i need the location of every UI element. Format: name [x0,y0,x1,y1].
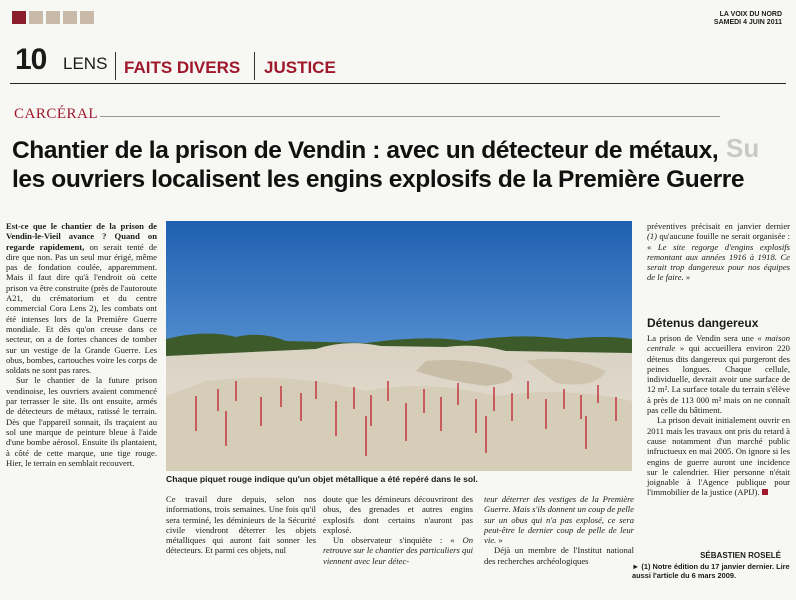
footnote [632,562,792,580]
section-justice: JUSTICE [264,58,336,77]
header-square-1 [12,11,26,24]
col3-quote: On retrouve sur le chantier des particuliers qui viennent avec leur détec- [323,535,473,566]
col5-p1-end: qu'aucune fouille ne serait organisée : « [647,231,790,252]
col2-paragraph: Ce travail dure depuis, selon nos informations, trois semaines. Une fois qu'il sera terminé, les déminieurs de la Sécurité civile viendront déterrer les objets métalliques qui auront fait sonner les détecteurs. Et parmi ces objets, nul [166,494,316,556]
article-column-5-continued [647,333,790,498]
newspaper-source [714,11,782,27]
page-number: 10 [15,43,47,76]
city-label: LENS [63,54,108,73]
article-author: SÉBASTIEN ROSELÉ [700,551,781,560]
header-square-3 [46,11,60,24]
article-column-5 [647,221,790,283]
col5-p1-start: préventives précisait en janvier dernier [647,221,790,231]
article-kicker: CARCÉRAL [14,106,99,122]
header-square-5 [80,11,94,24]
col5-quote: Le site regorge d'engins explosifs remontant aux années 1916 à 1918. Ce serait trop dangereux pour nos équipes de le faire. [647,241,790,283]
header-divider-2 [254,52,255,80]
article-column-2 [166,494,316,556]
article-column-3 [323,494,473,566]
photo-caption: Chaque piquet rouge indique qu'un objet métallique a été repéré dans le sol. [166,474,478,484]
headline-line-2: les ouvriers localisent les engins explosifs de la Première Guerre [12,166,745,193]
col5-p2-start: La prison de Vendin sera une « [647,333,762,343]
photo-illustration [166,221,632,471]
end-mark [762,489,768,495]
source-name: LA VOIX DU NORD [719,11,782,18]
col5-paragraph-3: La prison devait initialement ouvrir en 2011 mais les travaux ont pris du retard à cause notamment d'un marché public infructueux en mai 2005. On ignore si les engins de guerre auront une incidence sur le calendrier. Hier personne n'était joignable à l'Agence publique pour l'immobilier de la justice (APIJ). [647,415,790,498]
col4-quote-close: » [498,535,503,546]
article-column-4 [484,494,634,566]
section-faits-divers: FAITS DIVERS [124,58,241,77]
construction-site-photo [166,221,632,471]
col4-quote: teur déterrer des vestiges de la Première Guerre. Mais s'ils donnent un coup de pelle sur un obus qui n'a pas explosé, ce sera peut-être le dernier coup de pelle de leur vie. [484,494,634,546]
col5-p2-end: » qui accueillera environ 220 détenus dits dangereux qui purgeront des peines longues. Chaque cellule, individuelle, devrait avoir une surface de 12 m². La surface totale du terrain s'élève à près de 113 000 m² mais on ne connaît pas celle du bâtiment. [647,343,790,416]
col1-paragraph-1: on serait tenté de dire que non. Pas un seul mur érigé, même pas de fondation coulée, apparemment. Mais il faut dire qu'à l'endroit où cette prison va être construite (près de l'autoroute A21, du crématorium et du centre commercial Cora Lens 2), les combats ont été intenses lors de la Première Guerre mondiale. Et dès qu'on creuse dans ce secteur, on a de fortes chances de tomber sur un vestige de la Grande Guerre. Les obus, bombes, cartouches voire les corps de soldats ne sont pas rares. [6,241,157,376]
col5-p1-ref: (1) [647,231,658,242]
col5-quote-close: » [685,272,691,283]
col3-paragraph-1: doute que les démineurs découvriront des obus, des grenades et autres engins explosifs dont certains n'auront pas explosé. [323,494,473,535]
col3-paragraph-2-start: Un observateur s'inquiète : « [333,535,455,546]
col1-paragraph-2: Sur le chantier de la future prison vendinoise, les ouvriers avaient commencé par terrasser le site. Ils ont ensuite, armés de détecteurs de métaux, ratissé le terrain. Dès que l'appareil sonnait, ils traçaient au sol une marque de peinture bleue à l'aide d'une bombe aérosol. Ensuite ils plantaient, à côté de cette marque, une tige rouge. Hier, le terrain en semblait recouvert. [6,375,157,468]
footnote-text: (1) Notre édition du 17 janvier dernier. Lire aussi l'article du 6 mars 2009. [632,562,790,580]
kicker-rule [100,116,720,117]
header-square-4 [63,11,77,24]
header-rule [10,83,786,84]
header-divider-1 [115,52,116,80]
headline-line-1: Chantier de la prison de Vendin : avec un détecteur de métaux, [12,137,719,164]
footnote-arrow-icon: ► [632,562,640,571]
col5-p2-italic: maison centrale [647,333,791,354]
bleed-through-text: Su [726,133,760,163]
source-date: SAMEDI 4 JUIN 2011 [713,19,782,26]
article-column-1 [6,221,157,468]
article-subhead: Détenus dangereux [647,316,759,330]
article-headline [12,136,792,194]
header-square-2 [29,11,43,24]
col4-paragraph-2: Déjà un membre de l'Institut national des recherches archéologiques [484,545,634,566]
article-lead: Est-ce que le chantier de la prison de Vendin-le-Vieil avance ? Quand on regarde rapidement, [6,221,157,252]
